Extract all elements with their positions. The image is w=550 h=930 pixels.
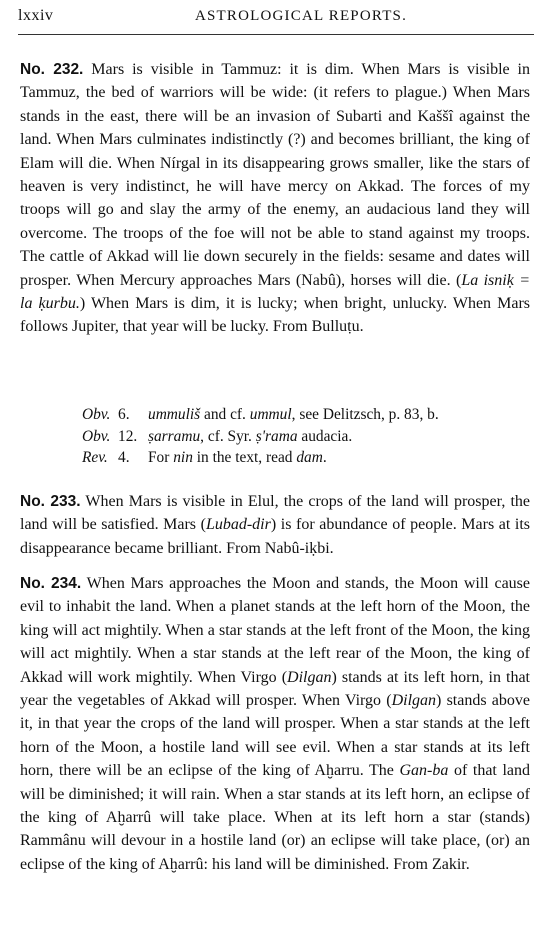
text-run: ) stands at its left horn, in that year the vegetables of Akkad will prosper. When Virgo ( bbox=[20, 668, 530, 710]
text-run: When Mars approaches the Moon and stands, the Moon will cause evil to inhabit the land. When a planet stands at the left horn of the Moon, the king will act mightily. When a star stands at the left front of the Moon, the king will act mightily. When a star stands at the left rear of the Moon, the king of Akkad will work mightily. When Virgo ( bbox=[20, 575, 530, 686]
entry-text bbox=[20, 575, 530, 873]
entry-number: No. 234. bbox=[20, 575, 82, 592]
text-run: of that land will be diminished; it will rain. When a star stands at its left horn, an eclipse of the king of Aḫarrû will take place. When at its left horn a star (stands) Rammânu will devour in a hostile land (or) an eclipse will take place, (or) an eclipse of the king of Aḫarrû: his land will be diminished. From Zakir. bbox=[20, 762, 530, 873]
page-number: lxxiv bbox=[18, 7, 54, 24]
running-title: ASTROLOGICAL REPORTS. bbox=[194, 8, 408, 24]
text-run: . bbox=[322, 449, 327, 466]
text-run: in the text, read bbox=[192, 449, 297, 466]
note-text bbox=[148, 428, 352, 445]
italic-term: La isniḳ = la ḳurbu. bbox=[20, 271, 531, 313]
text-run: , cf. Syr. bbox=[200, 427, 256, 445]
note-ref: Rev. bbox=[82, 449, 108, 466]
text-run: Mars is visible in Tammuz: it is dim. When Mars is visible in Tammuz, the bed of warriors will be wide: (it refers to plague.) When Mars stands in the east, there will be an invasion of Subarti and Kaššî against the land. When Mars culminates indistinctly (?) and becomes brilliant, the king of Elam will die. When Nírgal in its disappearing grows smaller, like the stars of heaven is very indistinct, he will have mercy on Akkad. The forces of my troops will go and slay the army of the enemy, an audacious land they will overcome. The troops of the foe will not be able to stand against my troops. The cattle of Akkad will lie down securely in the fields: sesame and dates will prosper. When Mercury approaches Mars (Nabû), horses will die. ( bbox=[20, 61, 530, 289]
italic-term: Gan-ba bbox=[399, 762, 449, 780]
footnotes bbox=[82, 404, 522, 469]
note-ref: Obv. bbox=[82, 406, 111, 423]
note-num: 6. bbox=[118, 406, 130, 423]
text-run: When Mars is visible in Elul, the crops of the land will prosper, the land will be satisfied. Mars ( bbox=[20, 493, 530, 534]
italic-term: Dilgan bbox=[287, 668, 332, 686]
text-run: and cf. bbox=[200, 406, 250, 423]
note-num: 4. bbox=[118, 449, 130, 466]
italic-term: ummuliš bbox=[148, 406, 201, 423]
note-ref: Obv. bbox=[82, 427, 111, 445]
report-entry-234 bbox=[20, 572, 530, 876]
italic-term: Lubad-dir bbox=[205, 516, 271, 534]
italic-term: Dilgan bbox=[391, 692, 437, 710]
text-run: , see Delitzsch, p. 83, b. bbox=[291, 406, 439, 423]
note-text bbox=[148, 406, 439, 423]
report-entry-233 bbox=[20, 490, 530, 560]
report-entry-232 bbox=[20, 58, 530, 339]
entry-number: No. 233. bbox=[20, 493, 81, 510]
text-run: ) stands above it, in that year the crops of the land will prosper. When a star stands at the left horn of the Moon, a hostile land will see evil. When a star stands at its left horn, there will be an eclipse of the king of Aḫarru. The bbox=[20, 692, 530, 780]
text-run: For bbox=[148, 449, 174, 466]
note-num: 12. bbox=[118, 427, 138, 445]
footnote-line bbox=[82, 426, 522, 448]
text-run: audacia. bbox=[297, 427, 353, 445]
note-text bbox=[148, 449, 327, 466]
text-run: ) is for abundance of people. Mars at its disappearance became brilliant. From Nabû-iḳbi. bbox=[20, 516, 530, 557]
italic-term: ṣ'rama bbox=[255, 427, 298, 445]
footnote-line bbox=[82, 447, 522, 469]
header-rule bbox=[18, 34, 534, 35]
italic-term: dam bbox=[296, 449, 323, 466]
italic-term: nin bbox=[173, 449, 193, 466]
entry-text bbox=[20, 493, 530, 557]
text-run: ) When Mars is dim, it is lucky; when bright, unlucky. When Mars follows Jupiter, that year will be lucky. From Bulluṭu. bbox=[20, 295, 531, 336]
footnote-line bbox=[82, 404, 522, 426]
entry-number: No. 232. bbox=[20, 61, 84, 78]
page-header bbox=[18, 4, 534, 28]
italic-term: ṣarramu bbox=[148, 427, 201, 445]
italic-term: ummul bbox=[249, 406, 292, 423]
entry-text bbox=[20, 61, 530, 335]
